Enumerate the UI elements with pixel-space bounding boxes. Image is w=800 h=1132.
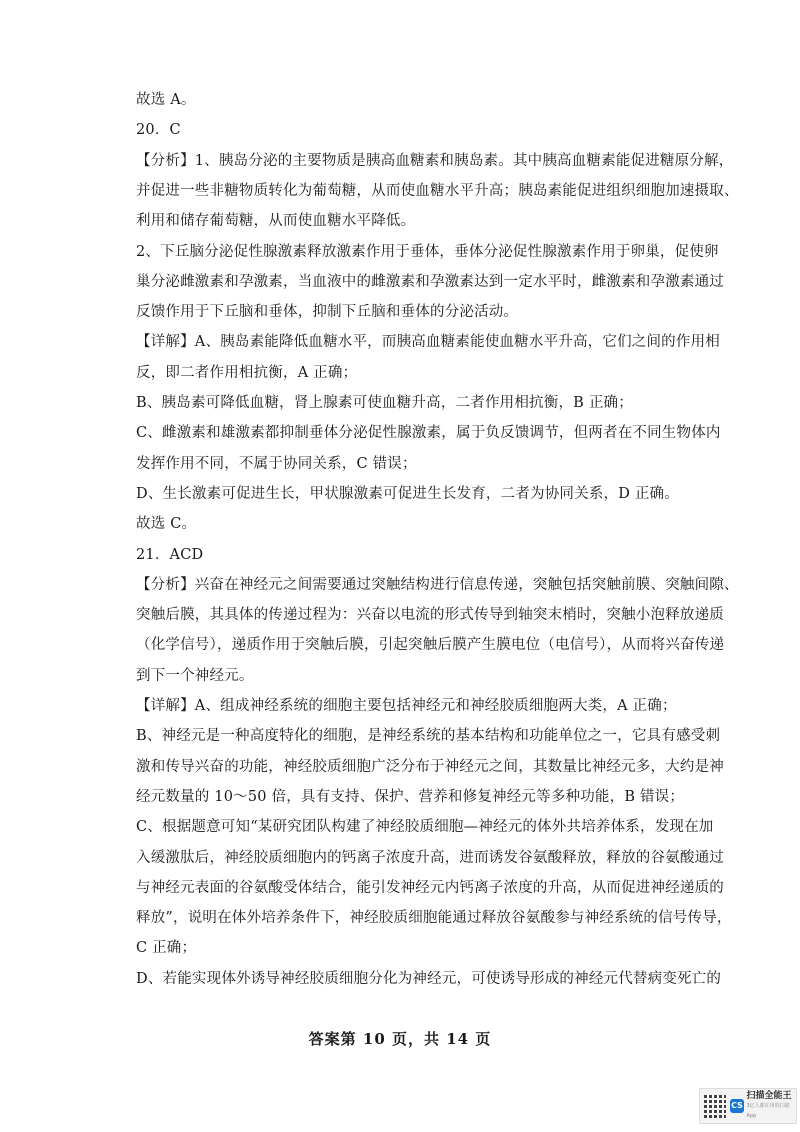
text-line: 巢分泌雌激素和孕激素，当血液中的雌激素和孕激素达到一定水平时，雌激素和孕激素通过: [136, 273, 724, 290]
text-line: （化学信号），递质作用于突触后膜，引起突触后膜产生膜电位（电信号），从而将兴奋传递: [136, 637, 725, 654]
text-line: B、胰岛素可降低血糖，肾上腺素可使血糖升高，二者作用相抗衡，B 正确；: [136, 395, 633, 411]
text-line: 与神经元表面的谷氨酸受体结合，能引发神经元内钙离子浓度的升高，从而促进神经递质的: [136, 879, 724, 896]
qr-code-icon: [704, 1094, 726, 1118]
text-line: 【详解】A、组成神经系统的细胞主要包括神经元和神经胶质细胞两大类，A 正确；: [136, 698, 677, 714]
text-line: 【分析】1、胰岛分泌的主要物质是胰高血糖素和胰岛素。其中胰高血糖素能促进糖原分解，: [136, 152, 734, 169]
text-line: 21．ACD: [136, 546, 204, 563]
text-line: 反，即二者作用相抗衡，A 正确；: [136, 364, 358, 381]
text-line: 20．C: [136, 122, 181, 139]
text-line: B、神经元是一种高度特化的细胞，是神经系统的基本结构和功能单位之一，它具有感受刺: [136, 728, 721, 745]
text-line: C 正确；: [136, 940, 197, 957]
text-line: 并促进一些非糖物质转化为葡萄糖，从而使血糖水平升高；胰岛素能促进组织细胞加速摄取、: [136, 182, 739, 199]
camscanner-logo-icon: CS: [730, 1099, 743, 1113]
text-line: 反馈作用于下丘脑和垂体，抑制下丘脑和垂体的分泌活动。: [136, 304, 519, 321]
text-line: 突触后膜，其具体的传递过程为：兴奋以电流的形式传导到轴突末梢时，突触小泡释放递质: [136, 607, 724, 624]
text-line: 故选 C。: [136, 516, 197, 533]
text-line: 激和传导兴奋的功能，神经胶质细胞广泛分布于神经元之间，其数量比神经元多，大约是神: [136, 758, 724, 775]
watermark-slogan: 3亿人都在用的扫描App: [746, 1103, 790, 1119]
text-line: 【详解】A、胰岛素能降低血糖水平，而胰高血糖素能使血糖水平升高，它们之间的作用相: [136, 334, 720, 351]
page-footer: 答案第 10 页，共 14 页: [308, 1030, 492, 1048]
text-line: 到下一个神经元。: [136, 667, 254, 684]
text-line: D、生长激素可促进生长，甲状腺激素可促进生长发育，二者为协同关系，D 正确。: [136, 485, 679, 502]
watermark-text: [747, 1091, 796, 1121]
text-line: C、雌激素和雄激素都抑制垂体分泌促性腺激素，属于负反馈调节，但两者在不同生物体内: [136, 425, 721, 442]
text-line: 释放”，说明在体外培养条件下，神经胶质细胞能通过释放谷氨酸参与神经系统的信号传导，: [136, 910, 732, 927]
text-line: 入缓激肽后，神经胶质细胞内的钙离子浓度升高，进而诱发谷氨酸释放，释放的谷氨酸通过: [136, 849, 724, 866]
text-line: 故选 A。: [136, 92, 196, 108]
text-line: C、根据题意可知“某研究团队构建了神经胶质细胞—神经元的体外共培养体系，发现在加: [136, 819, 714, 836]
text-line: 利用和储存葡萄糖，从而使血糖水平降低。: [136, 213, 416, 230]
watermark-app-name: 扫描全能王: [746, 1091, 792, 1101]
text-line: 2、下丘脑分泌促性腺激素释放激素作用于垂体，垂体分泌促性腺激素作用于卵巢，促使卵: [136, 243, 719, 260]
text-line: 经元数量的 10～50 倍，具有支持、保护、营养和修复神经元等多种功能，B 错误；: [136, 788, 685, 805]
scanner-watermark: [699, 1088, 797, 1124]
text-line: 【分析】兴奋在神经元之间需要通过突触结构进行信息传递，突触包括突触前膜、突触间隙、: [136, 576, 739, 593]
text-line: 发挥作用不同，不属于协同关系，C 错误；: [136, 455, 417, 472]
text-line: D、若能实现体外诱导神经胶质细胞分化为神经元，可使诱导形成的神经元代替病变死亡的: [136, 970, 722, 987]
